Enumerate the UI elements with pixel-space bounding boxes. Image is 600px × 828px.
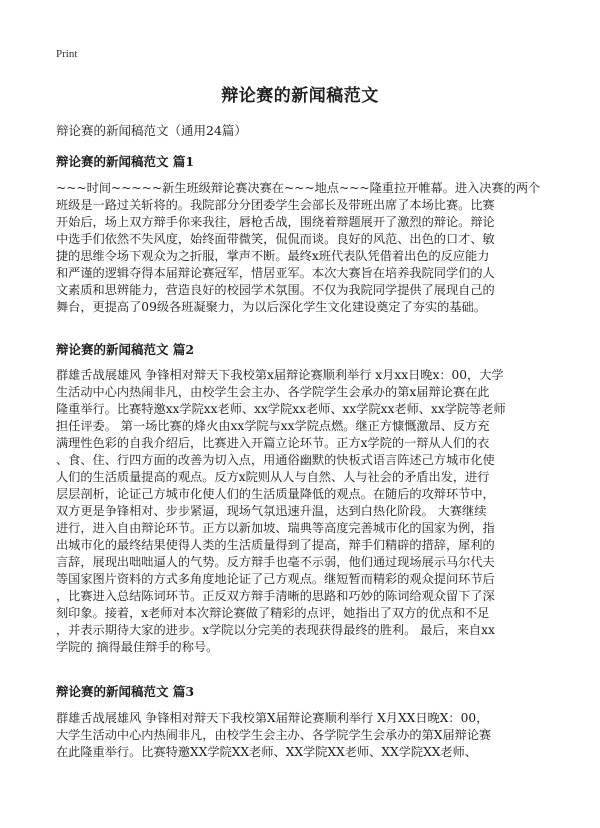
paragraph-line: 舞台，更提高了09级各班凝聚力，为以后深化学生文化建设奠定了夯实的基础。 — [56, 300, 486, 314]
paragraph-line: 学院的 摘得最佳辩手的称号。 — [56, 640, 219, 654]
print-link[interactable]: Print — [56, 48, 78, 60]
paragraph-line: 捷的思维令场下观众为之折服，掌声不断。最终x班代表队凭借着出色的反应能力 — [56, 249, 490, 263]
paragraph-line: 生活动中心内热闹非凡，由校学生会主办、各学院学生会承办的第x届辩论赛在此 — [56, 385, 490, 399]
paragraph-line: 层层剖析，论证己方城市化使人们的生活质量降低的观点。在随后的攻辩环节中， — [56, 487, 495, 501]
paragraph-line: 刻印象。接着，x老师对本次辩论赛做了精彩的点评，她指出了双方的优点和不足 — [56, 606, 490, 620]
paragraph-line: 和严谨的逻辑夺得本届辩论赛冠军，惜居亚军。本次大赛旨在培养我院同学们的人 — [56, 266, 495, 280]
paragraph-line: 在此隆重举行。比赛特邀XX学院XX老师、XX学院XX老师、XX学院XX老师、 — [56, 745, 477, 759]
paragraph-line: 群雄舌战展雄风 争锋相对辩天下我校第X届辩论赛顺利举行 X月XX日晚X：00， — [56, 711, 489, 725]
section-heading-3: 辩论赛的新闻稿范文 篇3 — [56, 684, 195, 699]
paragraph-line: 担任评委。 第一场比赛的烽火由xx学院与xx学院点燃。继正方慷慨激昂、反方充 — [56, 419, 490, 433]
paragraph-line: 言辞，展现出咄咄逼人的气势。反方辩手也毫不示弱，他们通过现场展示马尔代夫 — [56, 555, 495, 569]
paragraph-line: 等国家图片资料的方式多角度地论证了己方观点。继短暂而精彩的观众提问环节后 — [56, 572, 495, 586]
paragraph-line: 中选手们依然不失风度，始终面带微笑，侃侃而谈。良好的风范、出色的口才、敏 — [56, 232, 495, 246]
paragraph-line: 人们的生活质量提高的观点。反方x院则从人与自然、人与社会的矛盾出发，进行 — [56, 470, 490, 484]
paragraph-line: 双方更是争锋相对、步步紧逼，现场气氛迅速升温，达到白热化阶段。 大赛继续 — [56, 504, 487, 518]
paragraph-line: 出城市化的最终结果使得人类的生活质量得到了提高，辩手们精辟的措辞，犀利的 — [56, 538, 495, 552]
paragraph-line: 满理性色彩的自我介绍后，比赛进入开篇立论环节。正方x学院的一辩从人们的衣 — [56, 436, 490, 450]
paragraph-line: 隆重举行。比赛特邀xx学院xx老师、xx学院xx老师、xx学院xx老师、xx学院等老师 — [56, 402, 506, 416]
paragraph-line: ，并表示期待大家的进步。x学院以分完美的表现获得最终的胜利。 最后，来自xx — [56, 623, 495, 637]
paragraph-line: 、食、住、行四方面的改善为切入点，用通俗幽默的快板式语言阵述己方城市化使 — [56, 453, 495, 467]
paragraph-line: 班级是一路过关斩将的。我院部分分团委学生会部长及带班出席了本场比赛。比赛 — [56, 198, 495, 212]
section-body-3 — [56, 710, 556, 761]
section-heading-2: 辩论赛的新闻稿范文 篇2 — [56, 342, 195, 357]
subtitle: 辩论赛的新闻稿范文（通用24篇） — [56, 123, 247, 138]
section-heading-1: 辩论赛的新闻稿范文 篇1 — [56, 154, 195, 169]
paragraph-line: 进行，进入自由辩论环节。正方以新加坡、瑞典等高度完善城市化的国家为例，指 — [56, 521, 495, 535]
paragraph-line: 文素质和思辨能力，营造良好的校园学术氛围。不仅为我院同学提供了展现自己的 — [56, 283, 495, 297]
paragraph-line: 大学生活动中心内热闹非凡，由校学生会主办、各学院学生会承办的第X届辩论赛 — [56, 728, 492, 742]
page-title: 辩论赛的新闻稿范文 — [221, 86, 379, 106]
section-body-2 — [56, 367, 556, 656]
paragraph-line: 开始后，场上双方辩手你来我往，唇枪舌战，围绕着辩题展开了激烈的辩论。辩论 — [56, 215, 495, 229]
paragraph-line: 群雄舌战展雄风 争锋相对辩天下我校第x届辩论赛顺利举行 x月xx日晚x：00，大学 — [56, 368, 504, 382]
paragraph-line: ~~~时间~~~~~新生班级辩论赛决赛在~~~地点~~~隆重拉开帷幕。进入决赛的两个 — [56, 181, 541, 195]
paragraph-line: ，比赛进入总结陈词环节。正反双方辩手清晰的思路和巧妙的陈词给观众留下了深 — [56, 589, 495, 603]
section-body-1 — [56, 180, 556, 316]
